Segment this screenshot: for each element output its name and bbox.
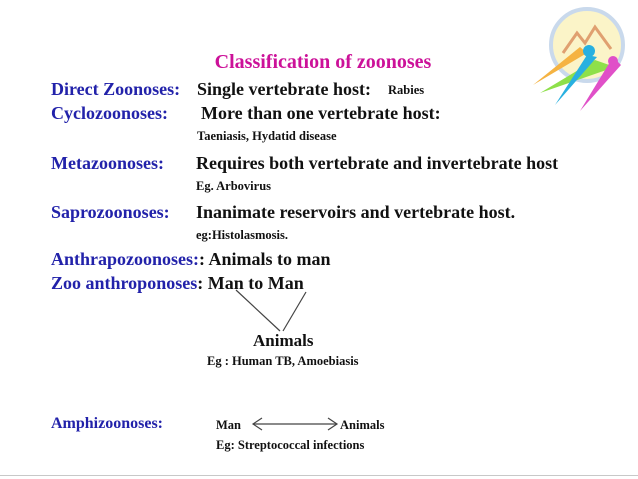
desc-metazoonoses: Requires both vertebrate and invertebrate host	[196, 153, 559, 173]
amphi-animals: Animals	[340, 418, 385, 432]
node-animals: Animals	[253, 331, 314, 350]
desc-zoo-anthroponoses: : Man to Man	[197, 273, 304, 293]
term-cyclozoonoses: Cyclozoonoses:	[51, 103, 168, 123]
term-anthrapozoonoses: Anthrapozoonoses:	[51, 249, 200, 269]
example-saprozoonoses: eg:Histolasmosis.	[196, 228, 289, 242]
example-anthroponoses: Eg : Human TB, Amoebiasis	[207, 354, 359, 368]
bottom-divider	[0, 475, 638, 476]
line-man-to-animals-right	[283, 292, 306, 331]
example-amphizoonoses: Eg: Streptococcal infections	[216, 438, 365, 452]
slide-title: Classification of zoonoses	[214, 51, 432, 73]
desc-direct-zoonoses: Single vertebrate host:	[197, 79, 371, 99]
line-man-to-animals-left	[236, 290, 280, 331]
example-metazoonoses: Eg. Arbovirus	[196, 179, 272, 193]
desc-cyclozoonoses: More than one vertebrate host:	[201, 103, 441, 123]
term-saprozoonoses: Saprozoonoses:	[51, 202, 170, 222]
double-arrow-icon	[253, 418, 337, 430]
term-zoo-anthroponoses: Zoo anthroponoses	[51, 273, 198, 293]
desc-saprozoonoses: Inanimate reservoirs and vertebrate host.	[196, 202, 516, 222]
amphi-man: Man	[216, 418, 241, 432]
example-cyclozoonoses: Taeniasis, Hydatid disease	[197, 129, 337, 143]
term-amphizoonoses: Amphizoonoses:	[51, 415, 164, 432]
desc-anthrapozoonoses: : Animals to man	[199, 249, 331, 269]
term-direct-zoonoses: Direct Zoonoses:	[51, 79, 181, 99]
note-rabies: Rabies	[388, 83, 425, 97]
term-metazoonoses: Metazoonoses:	[51, 153, 164, 173]
